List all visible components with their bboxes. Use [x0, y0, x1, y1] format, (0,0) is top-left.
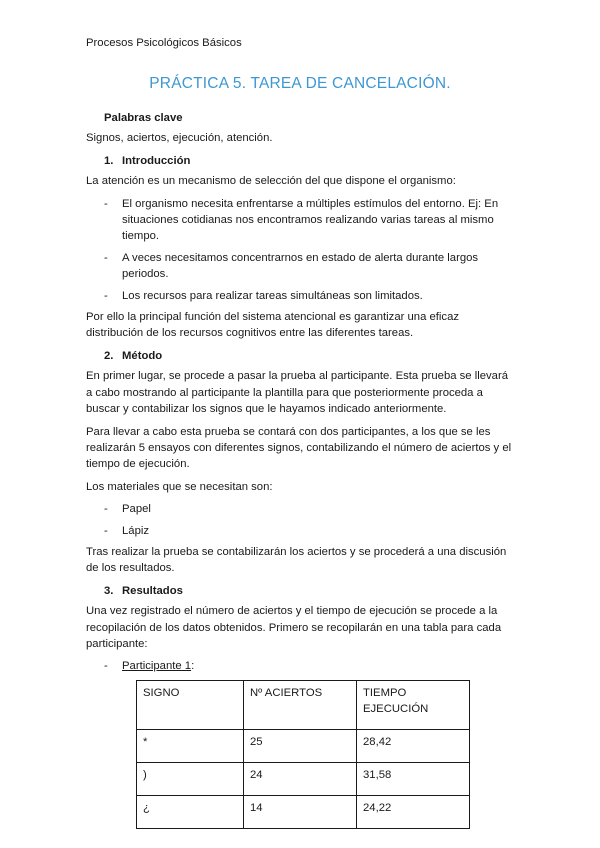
intro-number: 1. — [104, 154, 114, 167]
table-cell: ¿ — [137, 795, 244, 828]
results-heading-text: Resultados — [122, 584, 183, 597]
table-header-row — [137, 680, 470, 729]
list-item — [86, 196, 516, 245]
dash-bullet: - — [104, 251, 108, 264]
dash-bullet: - — [104, 197, 108, 210]
table-cell: 24 — [244, 762, 357, 795]
keywords-text: Signos, aciertos, ejecución, atención. — [86, 132, 273, 145]
table-cell: ) — [137, 762, 244, 795]
participant-list — [86, 658, 516, 674]
intro-heading-text: Introducción — [122, 154, 191, 167]
dash-bullet: - — [104, 503, 108, 516]
dash-bullet: - — [104, 660, 108, 673]
table-cell: 31,58 — [357, 762, 470, 795]
table-header-cell: TIEMPO EJECUCIÓN — [357, 680, 470, 729]
results-table — [136, 680, 470, 829]
intro-closing: Por ello la principal función del sistema atencional es garantizar una eficaz distribución de los recursos cognitivos entre las diferentes tareas. — [86, 311, 460, 340]
table-cell: 14 — [244, 795, 357, 828]
method-paragraph-4: Tras realizar la prueba se contabilizarán los aciertos y se procederá a una discusión de los resultados. — [86, 545, 507, 575]
table-cell: * — [137, 729, 244, 762]
list-item-text: El organismo necesita enfrentarse a múltiples estímulos del entorno. Ej: En situaciones cotidianas nos encontramos realizando varias tareas al mismo tiempo. — [122, 197, 499, 243]
table-row — [137, 762, 470, 795]
list-item-text: Los recursos para realizar tareas simultáneas son limitados. — [122, 289, 423, 302]
intro-lead: La atención es un mecanismo de selección del que dispone el organismo: — [86, 175, 456, 188]
list-item-text: Lápiz — [122, 524, 150, 537]
keywords-heading: Palabras clave — [104, 112, 183, 124]
intro-heading — [104, 153, 516, 169]
list-item — [86, 288, 516, 304]
list-item — [86, 523, 516, 539]
document-title: PRÁCTICA 5. TAREA DE CANCELACIÓN. — [149, 75, 451, 92]
results-paragraph-1: Una vez registrado el número de aciertos y el tiempo de ejecución se procede a la recopilación de los datos obtenidos. Primero se recopilarán en una tabla para cada participante: — [86, 605, 502, 650]
table-row — [137, 795, 470, 828]
method-heading-text: Método — [122, 349, 163, 362]
list-item — [86, 250, 516, 283]
results-number: 3. — [104, 584, 114, 597]
table-cell: 28,42 — [357, 729, 470, 762]
participant-label: Participante 1 — [122, 660, 192, 673]
method-paragraph-3: Los materiales que se necesitan son: — [86, 480, 273, 493]
table-row — [137, 729, 470, 762]
list-item — [86, 658, 516, 674]
method-paragraph-2: Para llevar a cabo esta prueba se contará con dos participantes, a los que se les realizarán 5 ensayos con diferentes signos, contabilizando el número de aciertos y el tiempo de ejecución. — [86, 425, 512, 471]
list-item-text: A veces necesitamos concentrarnos en estado de alerta durante largos periodos. — [122, 251, 479, 281]
table-header-cell: Nº ACIERTOS — [244, 680, 357, 729]
method-number: 2. — [104, 349, 114, 362]
participant-label-suffix: : — [191, 660, 195, 673]
table-cell: 25 — [244, 729, 357, 762]
dash-bullet: - — [104, 289, 108, 302]
method-heading — [104, 348, 516, 364]
dash-bullet: - — [104, 524, 108, 537]
method-paragraph-1: En primer lugar, se procede a pasar la prueba al participante. Esta prueba se llevará a cabo mostrando al participante la plantilla para que posteriormente proceda a buscar y contabilizar los signos que le hayamos indicado anteriormente. — [86, 370, 508, 416]
document-body — [86, 110, 516, 829]
results-heading — [104, 583, 516, 599]
running-header: Procesos Psicológicos Básicos — [86, 37, 242, 49]
table-cell: 24,22 — [357, 795, 470, 828]
materials-list — [86, 501, 516, 539]
intro-bullet-list — [86, 196, 516, 304]
table-header-cell: SIGNO — [137, 680, 244, 729]
list-item-text: Papel — [122, 503, 151, 516]
list-item — [86, 501, 516, 517]
